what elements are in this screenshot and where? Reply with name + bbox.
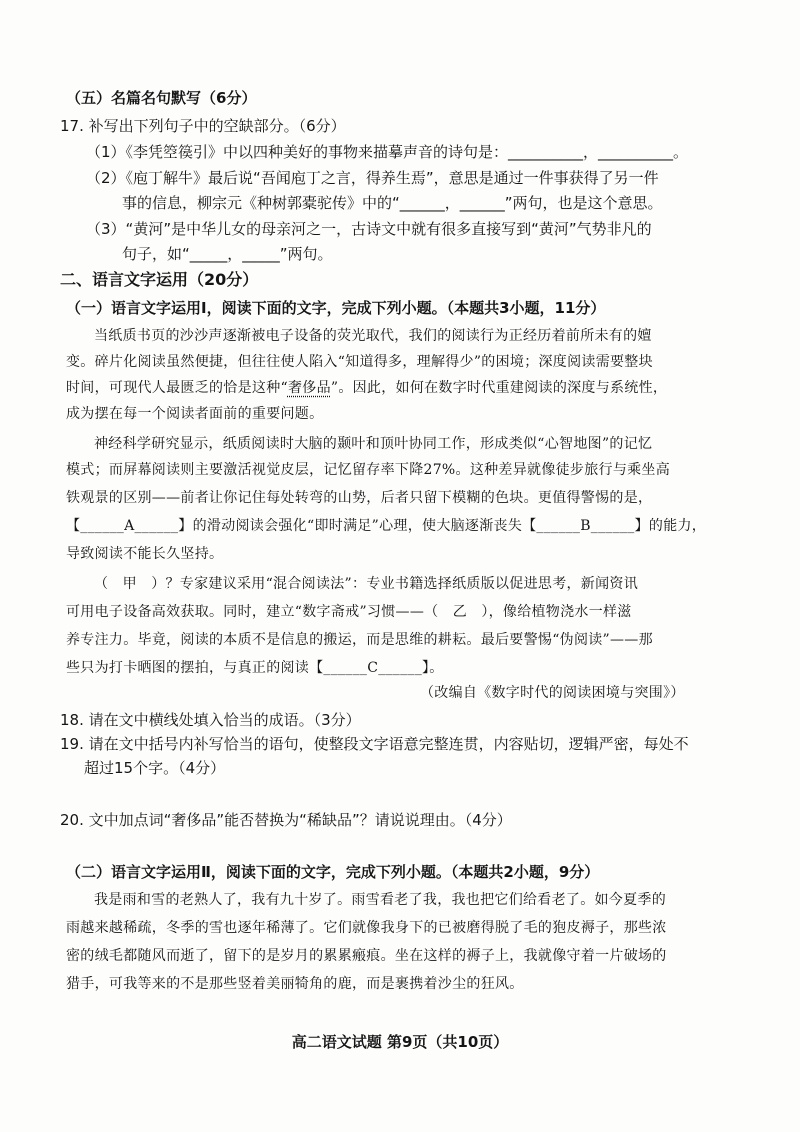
passage1-p1-line3-pre: 时间，可现代人最匮乏的恰是这种“	[66, 380, 288, 396]
passage1-p3-line2: 可用电子设备高效获取。同时，建立“数字斋戒”习惯——（ 乙 ），像给植物浇水一样滋	[66, 604, 632, 620]
dotted-word-luxury: 奢侈品	[287, 380, 331, 396]
passage1-p1-line2: 变。碎片化阅读虽然便捷，但往往使人陷入“知道得多，理解得少”的困境；深度阅读需要整块	[66, 354, 653, 370]
q17-item2-line2: 事的信息，柳宗元《种树郭橐驼传》中的“______，______”两句，也是这个意思。	[122, 194, 663, 212]
passage2-line1: 我是雨和雪的老熟人了，我有九十岁了。雨雪看老了我，我也把它们给看老了。如今夏季的	[94, 892, 666, 908]
q17-item2-line1: （2）《庖丁解牛》最后说“吾闻庖丁之言，得养生焉”，意思是通过一件事获得了另一件	[86, 169, 659, 187]
passage1-p2-line2: 模式；而屏幕阅读则主要激活视觉皮层，记忆留存率下降27%。这种差异就像徒步旅行与乘坐高	[66, 462, 671, 478]
passage1-p1-line3-post: ”。因此，如何在数字时代重建阅读的深度与系统性，	[330, 380, 668, 396]
passage1-p2-line1: 神经科学研究显示，纸质阅读时大脑的颞叶和顶叶协同工作，形成类似“心智地图”的记忆	[94, 436, 653, 452]
passage1-p2-line3: 铁观景的区别——前者让你记住每处转弯的山势，后者只留下模糊的色块。更值得警惕的是，	[66, 490, 653, 506]
q17-item1: （1）《李凭箜篌引》中以四种美好的事物来描摹声音的诗句是：__________，__________。	[86, 143, 689, 161]
q19-line1: 19. 请在文中括号内补写恰当的语句，使整段文字语意完整连贯，内容贴切，逻辑严密，每处不	[60, 735, 689, 753]
q18: 18. 请在文中横线处填入恰当的成语。（3分）	[60, 711, 361, 729]
part2-heading: 二、语言文字运用（20分）	[60, 270, 259, 289]
passage2-line2: 雨越来越稀疏，冬季的雪也逐年稀薄了。它们就像我身下的已被磨得脱了毛的狍皮褥子，那些浓	[66, 920, 667, 936]
passage1-p3-line1: （ 甲 ）？专家建议采用“混合阅读法”：专业书籍选择纸质版以促进思考，新闻资讯	[94, 576, 639, 592]
q17-stem: 17. 补写出下列句子中的空缺部分。（6分）	[60, 117, 346, 135]
passage1-p1-line4: 成为摆在每一个阅读者面前的重要问题。	[66, 406, 324, 422]
section5-heading: （五）名篇名句默写（6分）	[66, 89, 257, 107]
q19-line2: 超过15个字。（4分）	[84, 759, 226, 777]
passage1-p1-line1: 当纸质书页的沙沙声逐渐被电子设备的荧光取代，我们的阅读行为正经历着前所未有的嬗	[94, 328, 652, 344]
passage1-source: （改编自《数字时代的阅读困境与突围》）	[420, 685, 685, 701]
page-footer: 高二语文试题 第9页（共10页）	[291, 1033, 509, 1051]
sub2-heading: （二）语言文字运用Ⅱ，阅读下面的文字，完成下列小题。（本题共2小题，9分）	[66, 863, 600, 881]
q20: 20. 文中加点词“奢侈品”能否替换为“稀缺品”？请说说理由。（4分）	[60, 811, 512, 829]
passage1-p2-line5: 导致阅读不能长久坚持。	[66, 546, 224, 562]
q17-item3-line2: 句子，如“_____，_____”两句。	[122, 245, 333, 263]
passage1-p1-line3	[66, 378, 667, 398]
sub1-heading: （一）语言文字运用Ⅰ，阅读下面的文字，完成下列小题。（本题共3小题，11分）	[66, 299, 606, 317]
passage1-p3-line4: 些只为打卡晒图的摆拍，与真正的阅读【______C______】。	[66, 660, 444, 676]
passage1-p3-line3: 养专注力。毕竟，阅读的本质不是信息的搬运，而是思维的耕耘。最后要警惕“伪阅读”——那	[66, 632, 653, 648]
q17-item3-line1: （3）“黄河”是中华儿女的母亲河之一，古诗文中就有很多直接写到“黄河”气势非凡的	[86, 220, 652, 238]
passage2-line3: 密的绒毛都随风而逝了，留下的是岁月的累累瘢痕。坐在这样的褥子上，我就像守着一片破场的	[66, 948, 667, 964]
passage1-p2-line4: 【______A______】的滑动阅读会强化“即时满足”心理，使大脑逐渐丧失【______B______】的能力，	[66, 518, 707, 534]
passage2-line4: 猎手，可我等来的不是那些竖着美丽犄角的鹿，而是裹携着沙尘的狂风。	[66, 976, 524, 992]
